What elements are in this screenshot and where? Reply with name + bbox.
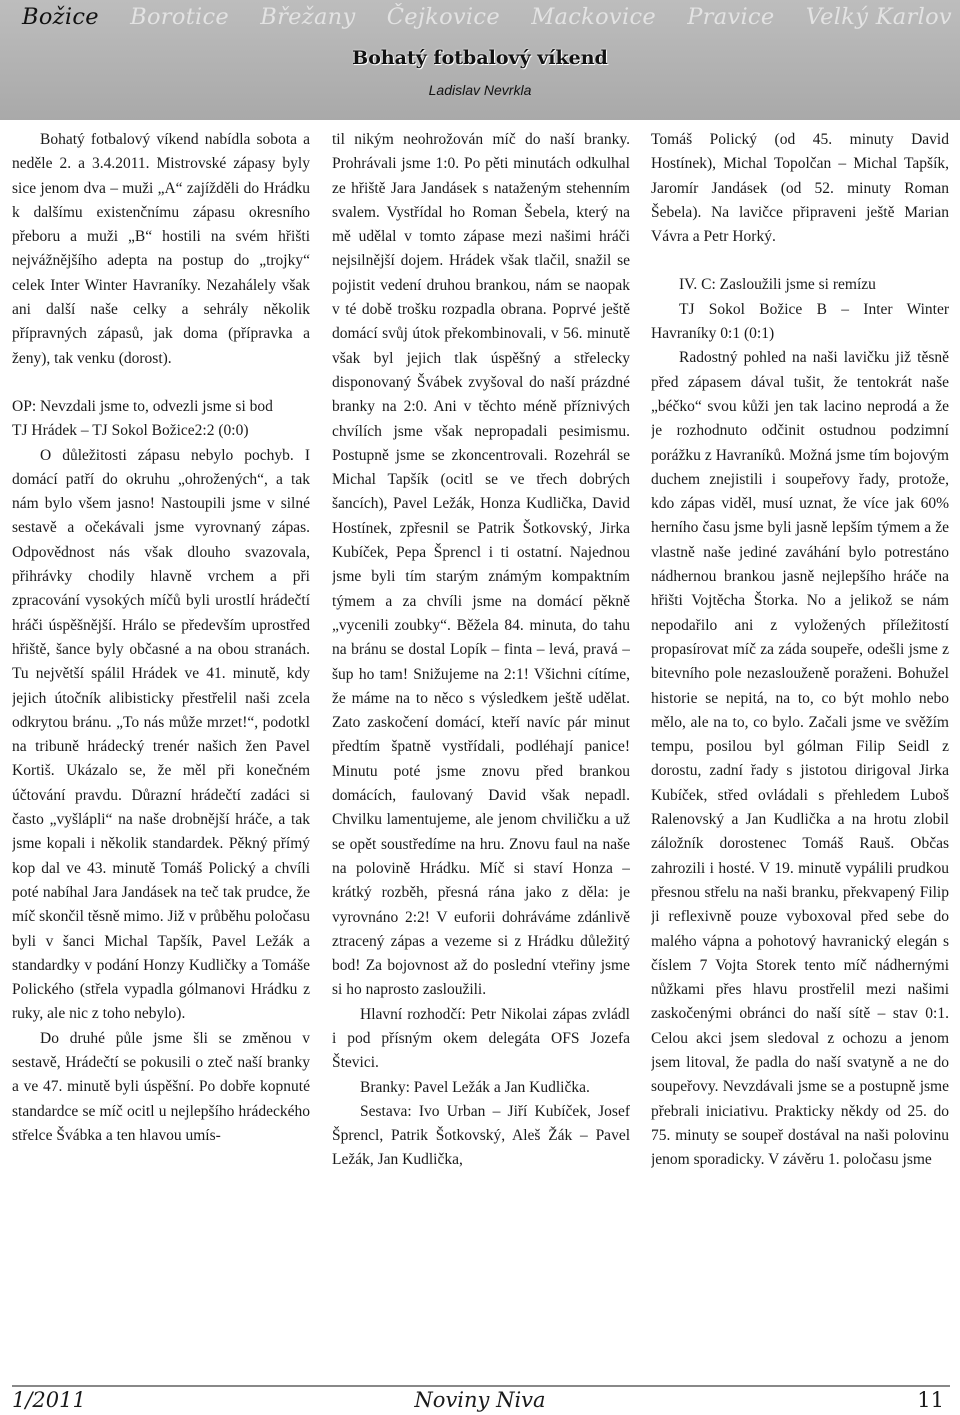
paragraph-match-ivc: Radostný pohled na naši lavičku již těsně před zápasem dával tušit, že tentokrát naše „béčko“ svou kůži jen tak lacino neprodá a že je rozhodnuto odčinit ostudnou podzimní porážku z Havraníků. Možná jsme tím bojovým duchem znejistili i soupeřovy řady, protože, kdo zápas viděl, musí uznat, že více jak 60% herního času jsme byli jasně lepším týmem a že vlastně naše jediné zaváhání bylo potrestáno nádhernou brankou jasně nejlepšího hráče na hřišti Vojtěcha Štorka. No a jelikož se nám nepodařilo ani z vyložených příležitostí propasírovat míč za záda soupeře, odešli jsme z bitevního pole nezaslouženě poraženi. Bohužel historie se nepitá, na to, co být mohlo nebo mělo, ale na to, co bylo. Začali jsme ve svěžím tempu, posilou byl gólman Filip Seidl z dorostu, zadní řady s jistotou dirigoval Jirka Kubíček, střed ovládali s přehledem Luboš Ralenovský a Jan Kudlička a na hrotu zlobil záložník dorostenec Tomáš Rauš. Občas zahrozili i hosté. V 19. minutě vypálili prudkou přesnou střelu na naši branku, překvapený Filip ji reflexivně pouze vyboxoval před sebe do malého vápna a pohotový havranický elegán s číslem 7 Vojta Storek tento míč nádhernými nůžkami přes hlavu prostřelil mezi našimi zaskočenými obránci do naší sítě – stav 0:1. Celou akci jsem sledoval z ochozu a jenom jsem litoval, že padla do naší svatyně a ne do soupeřovy. Nevzdávali jsme se a postupně jsme přebrali iniciativu. Prakticky někdy od 25. do 75. minuty se soupeř dostával na naši polovinu jenom sporadicky. V závěru 1. poločasu jsme xyxy=(651,349,949,1169)
paragraph-intro: Bohatý fotbalový víkend nabídla sobota a neděle 2. a 3.4.2011. Mistrovské zápasy byly sice jenom dva – muži „A“ zajížděli do Hrádku k dalšímu existenčnímu zápasu okresního přeboru a muži „B“ hostili na svém hřišti nejvážnějšího adepta na postup do „trojky“ celek Inter Winter Havraníky. Nezahálely však ani další naše celky a sehrály několik přípravných zápasů, jak doma (přípravka a ženy), tak venku (dorost). xyxy=(12,131,310,367)
paragraph-lineup: Sestava: Ivo Urban – Jiří Kubíček, Josef Šprencl, Patrik Šotkovský, Aleš Žák – Pavel Ležák, Jan Kudlička, xyxy=(332,1102,630,1169)
village-cejkovice: Čejkovice xyxy=(386,4,500,30)
village-mackovice: Mackovice xyxy=(531,4,656,30)
text-column-1 xyxy=(12,128,310,1378)
page-number: 11 xyxy=(917,1388,944,1412)
paragraph-lineup-cont: Tomáš Polický (od 45. minuty David Hostínek), Michal Topolčan – Michal Tapšík, Jaromír Jandásek (od 52. minuty Roman Šebela). Na lavičce připraveni ještě Marian Vávra a Petr Horký. xyxy=(651,131,949,246)
village-bozice: Božice xyxy=(22,4,99,30)
text-column-3 xyxy=(651,128,949,1378)
paragraph-referee: Hlavní rozhodčí: Petr Nikolai zápas zvládl i pod přísným okem delegáta OFS Jozefa Števici. xyxy=(332,1005,630,1072)
village-nav xyxy=(22,4,952,30)
page-header xyxy=(0,0,960,120)
village-velky-karlov: Velký Karlov xyxy=(805,4,952,30)
paragraph-second-half: Do druhé půle jsme šli se změnou v sestavě, Hrádečtí se pokusili o zteč naší branky a ve 47. minutě byli úspěšní. Po dobře kopnuté standardce se míč ocitl u nejlepšího hrádeckého střelce Švábka a ten hlavou umís- xyxy=(12,1029,310,1144)
match-result-op: TJ Hrádek – TJ Sokol Božice2:2 (0:0) xyxy=(12,422,249,440)
section-heading-op: OP: Nevzdali jsme to, odvezli jsme si bod xyxy=(12,397,273,415)
village-pravice: Pravice xyxy=(687,4,775,30)
paragraph-goals: Branky: Pavel Ležák a Jan Kudlička. xyxy=(360,1078,590,1096)
article-title: Bohatý fotbalový víkend xyxy=(352,47,608,69)
paragraph-match-op: O důležitosti zápasu nebylo pochyb. I domácí patří do okruhu „ohrožených“, a tak nám bylo všem jasno! Nastoupili jsme v silné sestavě a očekávali jsme vyrovnaný zápas. Odpovědnost nás však dlouho svazovala, přihrávky chodily hlavně vrchem a při zpracování vysokých míčů byli urostlí hrádečtí hráči úspěšnější. Hrálo se především uprostřed hřiště, šance byly občasné a na obou stranách. Tu největší spálil Hrádek ve 41. minutě, kdy jejich útočník alibisticky přestřelil naši zcela odkrytou bránu. „To nás může mrzet!“, podotkl na tribuně hrádecký trenér našich žen Pavel Kortiš. Ukázalo se, že měl při konečném účtování pravdu. Důrazní hrádečtí zadáci si často „vyšlápli“ na naše drobnější hráče, a tak jsme kopali i několik standardek. Pěkný přímý kop dal ve 43. minutě Tomáš Polický a chvíli poté nabíhal Jara Jandásek na teč tak prudce, že míč skončil těsně mimo. Již v průběhu poločasu byli v šanci Michal Tapšík, Pavel Ležák a standardky v podání Honzy Kudličky a Tomáše Polického (střela vypadla gólmanovi Hrádku z ruky, ale nic z toho nebylo). xyxy=(12,446,310,1023)
article-author: Ladislav Nevrkla xyxy=(428,82,532,98)
magazine-name: Noviny Niva xyxy=(414,1388,546,1412)
page-footer xyxy=(0,1380,960,1415)
issue-number: 1/2011 xyxy=(12,1388,86,1412)
footer-divider xyxy=(12,1385,950,1387)
paragraph-continuation: til nikým neohrožován míč do naší branky. Prohrávali jsme 1:0. Po pěti minutách odkulhal ze hřiště Jara Jandásek s nataženým stehenním svalem. Vystřídal ho Roman Šebela, který na mě udělal v tomto zápase mezi našimi hráči nejsilnější dojem. Hrádek však tlačil, snažil se pojistit vedení druhou brankou, nám se naopak v té době trošku rozpadla obrana. Poprvé ještě domácí svůj útok překombinovali, v 56. minutě však byl jejich tlak úspěšný a střelecky disponovaný Švábek zvyšoval do naší prázdné branky na 2:0. Ani v těchto méně příznivých chvílích jsme však nepropadali pesimismu. Postupně jsme se zkoncentrovali. Rozehrál se Michal Tapšík (ocitl se ve třech dobrých šancích), Pavel Ležák, Honza Kudlička, David Hostínek, zpřesnil se Patrik Šotkovský, Jirka Kubíček, Pepa Šprencl i ti ostatní. Najednou jsme byli tím starým známým kompaktním týmem a za chvíli jsme na domácí pěkně „vycenili zoubky“. Běžela 84. minuta, do tahu na bránu se dostal Lopík – finta – levá, pravá – šup ho tam! Snižujeme na 2:1! Všichni cítíme, že máme na to něco s výsledkem ještě udělat. Zato zaskočení domácí, kteří navíc pár minut předtím špatně vystřídali, podléhají panice! Minutu poté jsme znovu před brankou domácích, faulovaný David však nepadl. Chvilku lamentujeme, ale jenom chviličku a už se opět soustředíme na hru. Znovu faul na naše na polovině Hrádku. Míč si staví Honza – krátký rozběh, přesná rána jako z děla: je vyrovnáno 2:2! V euforii dohráváme zdánlivě ztracený zápas a vezeme si z Hrádku důležitý bod! Za bojovnost až do poslední vteřiny jsme si ho naprosto zasloužili. xyxy=(332,131,630,999)
match-result-ivc: TJ Sokol Božice B – Inter Winter Havraníky 0:1 (0:1) xyxy=(651,300,949,343)
text-column-2 xyxy=(332,128,630,1378)
section-heading-ivc: IV. C: Zasloužili jsme si remízu xyxy=(679,276,876,294)
village-brezany: Břežany xyxy=(260,4,356,30)
village-borotice: Borotice xyxy=(130,4,230,30)
